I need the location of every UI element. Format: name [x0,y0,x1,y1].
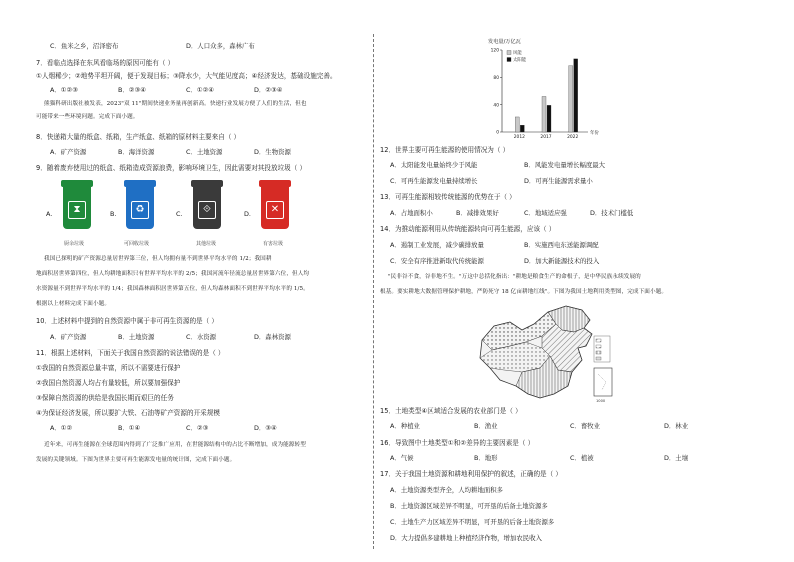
q7-option-c[interactable]: C．①②④ [186,86,215,94]
trash-bin-recyclable-icon[interactable]: ♻ [123,180,157,230]
q13-option-b[interactable]: B．减排效果好 [456,209,499,217]
bin-b-letter: B. [110,210,117,218]
q12-option-d[interactable]: D．可再生能源需求量小 [524,177,593,185]
bin-d-letter: D. [244,210,251,218]
chart-legend-label-风能: 风能 [513,51,522,56]
q17-option-d[interactable]: D．大力提倡多建耕地上种植经济作物，增加农民收入 [390,534,542,542]
q16-option-d[interactable]: D．土壤 [664,454,689,462]
q16-option-b[interactable]: B．地形 [474,454,498,462]
q15-option-b[interactable]: B．渔业 [474,422,498,430]
chart-legend-swatch-太阳能 [507,58,511,62]
passage-4-line-2: 根基。要实耕地大数据管理保护耕地，严防死守 18 亿亩耕地红线"。下图为我国土地利用类型图，完成下面小题。 [380,289,668,295]
q16-stem: 16．导致图中土地类型①和②差异的主要因素是（ ） [380,439,535,447]
passage-2-line-2: 地面积居世界第四位，但人均耕地面积只有世界平均水平的 2/5；我国河流年径流总量居世界第六位，但人均 [36,271,310,277]
chart-y-tick-label: 120 [490,48,499,54]
passage-2-line-4: 根据以上材料完成下面小题。 [36,301,111,307]
q15-option-a[interactable]: A．种植业 [390,422,420,430]
bin-c-letter: C. [176,210,183,218]
q15-stem: 15．土地类型④区域适合发展的农业部门是（ ） [380,407,522,415]
chart-legend-label-太阳能: 太阳能 [513,58,527,63]
chart-bar-太阳能-2022 [574,59,578,132]
q8-option-a[interactable]: A．矿产资源 [50,148,87,156]
q8-option-b[interactable]: B．海洋资源 [118,148,155,156]
q7-option-b[interactable]: B．②③④ [118,86,146,94]
passage-1-line-2: 可能带来一些环境问题。完成下面小题。 [36,114,139,120]
bin-a-letter: A. [46,210,53,218]
q13-option-d[interactable]: D．技术门槛低 [590,209,634,217]
q11-option-a[interactable]: A．①② [50,424,73,432]
map-scale-label: 1000 [596,399,606,403]
bin-a-label: 厨余垃圾 [64,241,85,247]
china-map-svg [470,302,622,406]
q13-option-c[interactable]: C．地域适应强 [524,209,567,217]
bin-b-label: 可回收垃圾 [124,241,150,247]
q12-option-b[interactable]: B．风能发电量增长幅度最大 [524,161,606,169]
trash-bin-hazardous-icon[interactable]: ✕ [258,180,292,230]
q6-option-c[interactable]: C．鱼米之乡，沼泽密布 [50,42,119,50]
chart-bar-太阳能-2012 [520,125,524,132]
q14-stem: 14．为推动能源利用从传统能源转向可再生能源，应该（ ） [380,225,556,233]
q14-option-b[interactable]: B．实施西电东送能源调配 [524,241,599,249]
q8-stem: 8．快递箱大量的纸盒、纸箱，生产纸盒、纸箱的原材料主要来自（ ） [36,133,241,141]
q12-stem: 12．世界主要可再生能源的使用情况为（ ） [380,146,510,154]
china-land-use-map[interactable] [470,302,622,406]
passage-2-line-1: 我国已探明的矿产资源总量居世界第三位，但人均拥有量不到世界平均水平的 1/2；我国耕 [44,256,272,262]
q10-option-b[interactable]: B．土地资源 [118,333,155,341]
q6-option-d[interactable]: D．人口众多，森林广布 [186,42,255,50]
q14-option-c[interactable]: C．安全有序推进新取代传统能源 [390,257,484,265]
q13-option-a[interactable]: A．占地面积小 [390,209,433,217]
chart-y-tick-label: 40 [493,103,499,109]
chart-legend-swatch-风能 [507,51,511,55]
passage-1-line-1: 熊猫科研出版社被发表，2023"双 11"期间快递业务量再创新高。快递行业发展方便了人们的生活，但也 [44,101,307,107]
q7-stem: 7．看临点选择在东风看临场的原因可能有（ ） [36,59,175,67]
q14-option-a[interactable]: A．遏制工业发展，减少碳排放量 [390,241,484,249]
q11-option-b[interactable]: B．①④ [118,424,141,432]
q7-option-d[interactable]: D．②③④ [254,86,283,94]
q10-option-c[interactable]: C．水资源 [186,333,217,341]
passage-2-line-3: 水资源量不到世界平均水平的 1/4；我国森林面积居世界第五位，但人均森林面积不到世界平均水平的 1/5。 [36,286,309,292]
q10-stem: 10．上述材料中提到的自然资源中属于非可再生资源的是（ ） [36,317,218,325]
chart-y-tick-label: 80 [493,75,499,81]
q9-stem: 9．随着废弃使用过的纸盒、纸箱造成资源浪费，影响环境卫生，因此需要对其投放垃圾（ ） [36,164,307,172]
q7-items: ①人烟稀少；②地势平坦开阔，便于发现目标；③降水少，大气能见度高；④经济发达，基础设施完善。 [36,72,337,80]
q8-option-d[interactable]: D．生物资源 [254,148,291,156]
chart-title: 发电量/万亿瓦 [488,39,521,45]
q12-option-a[interactable]: A．太阳能发电量始终少于风能 [390,161,478,169]
q11-option-d[interactable]: D．③④ [254,424,277,432]
q7-option-a[interactable]: A．①②③ [50,86,78,94]
chart-x-tick-label: 2017 [540,135,552,140]
q10-option-d[interactable]: D．森林资源 [254,333,291,341]
bin-c-label: 其他垃圾 [196,241,217,247]
q14-option-d[interactable]: D．加大新能源技术的投入 [524,257,600,265]
q11-item-2: ②我国自然资源人均占有量较低，所以要加强保护 [36,379,181,387]
chart-x-tick-label: 2012 [513,135,525,140]
q10-option-a[interactable]: A．矿产资源 [50,333,87,341]
chart-x-tick-label: 2022 [567,135,579,140]
chart-x-axis-label: 年份 [590,131,599,136]
chart-svg [480,36,610,144]
q17-stem: 17．关于我国土地资源和耕地利用保护的叙述，正确的是（ ） [380,470,562,478]
q17-option-a[interactable]: A．土地资源类型齐全，人均耕地面积多 [390,486,504,494]
chart-bar-风能-2017 [542,96,546,132]
trash-bin-kitchen-icon[interactable]: ⧗ [60,180,94,230]
q11-item-1: ①我国的自然资源总量丰富，所以不需要进行保护 [36,364,181,372]
q13-stem: 13．可再生能源相较传统能源的优势在于（ ） [380,193,516,201]
q8-option-c[interactable]: C．土地资源 [186,148,223,156]
chart-y-tick-label: 0 [496,130,499,136]
q17-option-c[interactable]: C．土地生产力区域差异不明显，可开垦的后备土地资源多 [390,518,555,526]
q11-stem: 11．根据上述材料，下面关于我国自然资源的说法错误的是（ ） [36,349,225,357]
q16-option-a[interactable]: A．气候 [390,454,414,462]
south-sea-inset [594,368,612,396]
q15-option-d[interactable]: D．林业 [664,422,689,430]
q12-option-c[interactable]: C．可再生能源发电量持续增长 [390,177,478,185]
renewable-energy-chart [480,36,610,144]
column-divider [373,34,374,549]
q11-option-c[interactable]: C．②③ [186,424,209,432]
chart-bar-风能-2022 [569,66,573,132]
q17-option-b[interactable]: B．土地资源区域差异不明显，可开垦的后备土地资源多 [390,502,548,510]
passage-3-line-1: 近年来，可再生能源在全球范围内得到了广泛推广应用，在世能源结构中的占比不断增加，成为能源转型 [44,442,306,448]
chart-bar-风能-2012 [515,117,519,132]
passage-4-line-1: "民非谷不食，谷非地不生。"万这中总括化指出："耕地是粮食生产的命根子，是中华民族永续发展的 [388,274,641,280]
q16-option-c[interactable]: C．植被 [570,454,594,462]
trash-bin-other-icon[interactable]: ⟐ [190,180,224,230]
chart-bar-太阳能-2017 [547,105,551,132]
q11-item-4: ④为保证经济发展，所以要扩大铁、石油等矿产资源的开采规模 [36,409,220,417]
passage-3-line-2: 发展的关键领域。下图为世界主要可再生能源发电量的统计图，完成下面小题。 [36,457,236,463]
q11-item-3: ③保障自然资源的供给是我国长期而艰巨的任务 [36,394,174,402]
q15-option-c[interactable]: C．畜牧业 [570,422,601,430]
bin-d-label: 有害垃圾 [263,241,284,247]
